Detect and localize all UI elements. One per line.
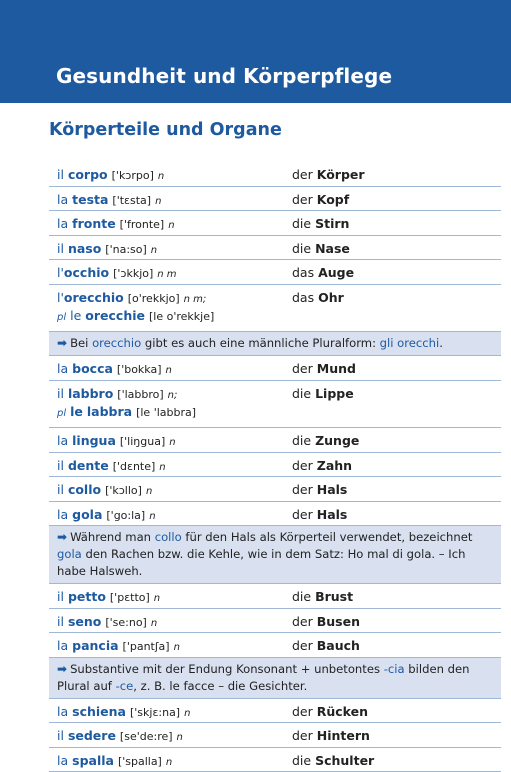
italian-term: il dente ['dɛnte] n	[49, 453, 292, 476]
italian-term: il petto ['pɛtto] n	[49, 584, 292, 607]
german-term: der Körper	[292, 162, 365, 183]
italian-term: il labbro ['labbro] n; pl le labbra [le 'labbra]	[49, 381, 292, 422]
italian-term: l'orecchio [o'rekkjo] n m; pl le orecchie [le o'rekkje]	[49, 285, 292, 326]
vocab-row-dente	[49, 453, 501, 478]
arrow-right-icon: ➡	[57, 662, 67, 676]
german-term: der Rücken	[292, 699, 368, 720]
arrow-right-icon: ➡	[57, 336, 67, 350]
german-term: die Stirn	[292, 211, 349, 232]
italian-term: la lingua ['liŋgua] n	[49, 428, 292, 451]
german-term: das Ohr	[292, 285, 344, 306]
german-term: der Mund	[292, 356, 356, 377]
note-box: ➡ Während man collo für den Hals als Körperteil verwendet, bezeichnet gola den Rachen bzw. die Kehle, wie in dem Satz: Ho mal di gola. – Ich habe Halsweh.	[49, 526, 501, 583]
vocab-row-fronte	[49, 211, 501, 236]
italian-term: la bocca ['bokka] n	[49, 356, 292, 379]
vocab-row-petto	[49, 584, 501, 609]
section-title: Körperteile und Organe	[49, 120, 282, 140]
vocab-row-spalla	[49, 748, 501, 772]
vocabulary-table	[49, 162, 501, 772]
italian-term: il naso ['na:so] n	[49, 236, 292, 259]
italian-term: la schiena ['skjɛ:na] n	[49, 699, 292, 722]
vocab-row-naso	[49, 236, 501, 261]
italian-term: la gola ['go:la] n	[49, 502, 292, 525]
note-row	[49, 332, 501, 356]
german-term: die Brust	[292, 584, 353, 605]
german-term: die Nase	[292, 236, 350, 257]
vocab-row-sedere	[49, 723, 501, 748]
german-term: der Hals	[292, 477, 347, 498]
italian-term: la spalla ['spalla] n	[49, 748, 292, 771]
note-box: ➡ Substantive mit der Endung Konsonant + unbetontes -cia bilden den Plural auf -ce, z. B. le facce – die Gesichter.	[49, 658, 501, 698]
german-term: der Busen	[292, 609, 360, 630]
vocab-row-orecchio	[49, 285, 501, 333]
italian-term: la fronte ['fronte] n	[49, 211, 292, 234]
italian-term: il seno ['se:no] n	[49, 609, 292, 632]
german-term: der Zahn	[292, 453, 352, 474]
italian-term: la pancia ['pantʃa] n	[49, 633, 292, 656]
page-title: Gesundheit und Körperpflege	[56, 64, 392, 88]
german-term: der Kopf	[292, 187, 349, 208]
vocab-row-testa	[49, 187, 501, 212]
german-term: das Auge	[292, 260, 354, 281]
vocab-row-collo	[49, 477, 501, 502]
german-term: die Zunge	[292, 428, 359, 449]
vocab-row-lingua	[49, 428, 501, 453]
vocab-row-occhio	[49, 260, 501, 285]
vocab-row-seno	[49, 609, 501, 634]
vocab-row-schiena	[49, 699, 501, 724]
german-term: der Hals	[292, 502, 347, 523]
italian-term: l'occhio ['ɔkkjo] n m	[49, 260, 292, 283]
italian-term: il collo ['kɔllo] n	[49, 477, 292, 500]
page-header	[0, 0, 511, 103]
italian-term: il sedere [se'de:re] n	[49, 723, 292, 746]
arrow-right-icon: ➡	[57, 530, 67, 544]
note-row	[49, 526, 501, 584]
german-term: der Bauch	[292, 633, 360, 654]
vocab-row-gola	[49, 502, 501, 527]
vocab-row-labbro	[49, 381, 501, 429]
italian-term: la testa ['tɛsta] n	[49, 187, 292, 210]
german-term: der Hintern	[292, 723, 370, 744]
note-row	[49, 658, 501, 699]
vocab-row-pancia	[49, 633, 501, 658]
vocab-row-bocca	[49, 356, 501, 381]
german-term: die Lippe	[292, 381, 354, 402]
note-box: ➡ Bei orecchio gibt es auch eine männliche Pluralform: gli orecchi.	[49, 332, 501, 355]
german-term: die Schulter	[292, 748, 374, 769]
italian-term: il corpo ['kɔrpo] n	[49, 162, 292, 185]
vocab-row-corpo	[49, 162, 501, 187]
